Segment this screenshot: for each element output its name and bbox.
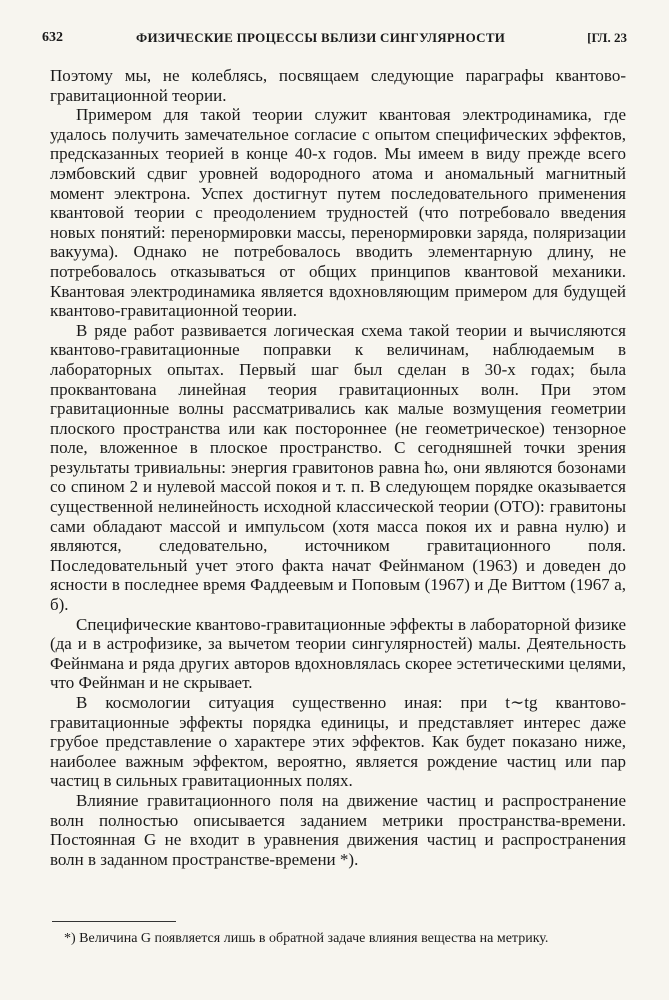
paragraph-4: Специфические квантово-гравитационные эффекты в лабораторной физике (да и в астрофизике, за вычетом теории сингулярностей) малы. Деятельность Фейнмана и ряда других авторов вдохновлялась скорее эстетическими целями, что Фейнман и не скрывает. — [50, 614, 626, 693]
footnote-text: *) Величина G появляется лишь в обратной задаче влияния вещества на метрику. — [64, 931, 549, 946]
paragraph-5: В космологии ситуация существенно иная: при t∼tg квантово-гравитационные эффекты порядка единицы, и представляет интерес даже грубое представление о характере этих эффектов. Как будет показано ниже, наиболее важным эффектом, вероятно, является рождение частиц или пар частиц в сильных гравитационных полях. — [50, 693, 626, 791]
page-number: 632 — [42, 30, 63, 45]
paragraph-1: Поэтому мы, не колеблясь, посвящаем следующие параграфы квантово-гравитационной теории. — [50, 66, 626, 105]
page-header — [42, 30, 627, 52]
footnote-rule — [52, 921, 176, 922]
chapter-label: [ГЛ. 23 — [587, 30, 627, 45]
paragraph-2: Примером для такой теории служит квантовая электродинамика, где удалось получить замечательное согласие с опытом специфических эффектов, предсказанных теорией в конце 40-х годов. Мы имеем в виду прежде всего лэмбовский сдвиг уровней водородного атома и аномальный магнитный момент электрона. Успех достигнут путем последовательного применения квантовой теории с преодолением трудностей (что потребовало введения новых понятий: перенормировки массы, перенормировки заряда, поляризации вакуума). Однако не потребовалось вводить элементарную длину, не потребовалось отказываться от общих принципов квантовой механики. Квантовая электродинамика является вдохновляющим примером для будущей квантово-гравитационной теории. — [50, 105, 626, 321]
paragraph-3: В ряде работ развивается логическая схема такой теории и вычисляются квантово-гравитационные поправки к величинам, наблюдаемым в лабораторных опытах. Первый шаг был сделан в 30-х годах; была проквантована линейная теория гравитационных волн. При этом гравитационные волны рассматривались как малые возмущения геометрии плоского пространства или как постороннее (не геометрическое) тензорное поле, вложенное в плоское пространство. С сегодняшней точки зрения результаты тривиальны: энергия гравитонов равна ħω, они являются бозонами со спином 2 и нулевой массой покоя и т. п. В следующем порядке оказывается существенной нелинейность исходной классической теории (ОТО): гравитоны сами обладают массой и импульсом (хотя масса покоя их и равна нулю) и являются, следовательно, источником гравитационного поля. Последовательный учет этого факта начат Фейнманом (1963) и доведен до ясности в последнее время Фаддеевым и Поповым (1967) и Де Виттом (1967 а, б). — [50, 320, 626, 615]
running-title: ФИЗИЧЕСКИЕ ПРОЦЕССЫ ВБЛИЗИ СИНГУЛЯРНОСТИ — [136, 30, 506, 45]
paragraph-6: Влияние гравитационного поля на движение частиц и распространение волн полностью описывается заданием метрики пространства-времени. Постоянная G не входит в уравнения движения частиц и распространения волн в заданном пространстве-времени *). — [50, 790, 626, 869]
footnote — [52, 930, 626, 948]
main-text — [50, 66, 626, 869]
